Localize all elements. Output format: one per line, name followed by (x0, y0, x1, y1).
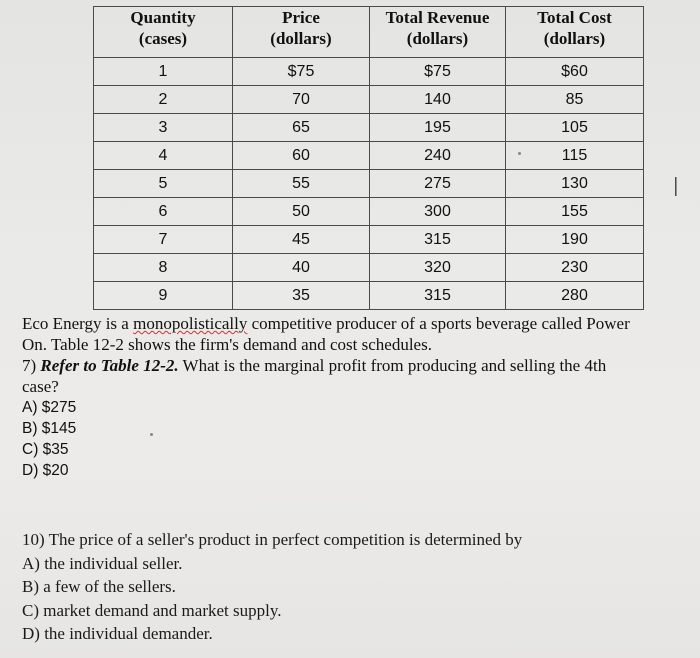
question-7-block (22, 313, 694, 481)
header-price: Price (dollars) (233, 7, 370, 58)
table-header-row (94, 7, 644, 58)
cell-revenue: 240 (370, 142, 506, 170)
table-reference: Refer to Table 12-2. (40, 356, 179, 375)
header-total-revenue: Total Revenue (dollars) (370, 7, 506, 58)
answer-option-d[interactable]: D) the individual demander. (22, 624, 213, 643)
cell-revenue: 195 (370, 114, 506, 142)
cell-cost: $60 (506, 58, 644, 86)
cell-quantity: 3 (94, 114, 233, 142)
question-7-line-2: case? (22, 377, 59, 396)
header-quantity: Quantity (cases) (94, 7, 233, 58)
cell-price: 45 (233, 226, 370, 254)
cell-price: 55 (233, 170, 370, 198)
cell-cost: 155 (506, 198, 644, 226)
cell-revenue: $75 (370, 58, 506, 86)
cell-cost: 230 (506, 254, 644, 282)
cell-quantity: 6 (94, 198, 233, 226)
cell-revenue: 320 (370, 254, 506, 282)
answer-option-b[interactable]: B) a few of the sellers. (22, 577, 176, 596)
table-row (94, 142, 644, 170)
question-10-text: 10) The price of a seller's product in perfect competition is determined by (22, 530, 523, 549)
table-row (94, 170, 644, 198)
cell-quantity: 8 (94, 254, 233, 282)
cell-cost: 85 (506, 86, 644, 114)
question-7-line-1: 7) Refer to Table 12-2. What is the marginal profit from producing and selling the 4th (22, 356, 607, 375)
table-row (94, 58, 644, 86)
answer-option-b[interactable]: B) $145 (22, 420, 77, 437)
cell-cost: 190 (506, 226, 644, 254)
cell-quantity: 1 (94, 58, 233, 86)
cell-price: 65 (233, 114, 370, 142)
cell-price: 35 (233, 282, 370, 310)
cell-price: $75 (233, 58, 370, 86)
answer-option-a[interactable]: A) the individual seller. (22, 553, 183, 573)
cell-quantity: 9 (94, 282, 233, 310)
screen-dust-mark (518, 152, 521, 155)
text-cursor-icon: I (672, 173, 680, 203)
table-row (94, 226, 644, 254)
cell-cost: 130 (506, 170, 644, 198)
cost-schedule-table (93, 6, 644, 310)
cell-price: 50 (233, 198, 370, 226)
answer-option-c[interactable]: C) $35 (22, 441, 69, 458)
cell-quantity: 2 (94, 86, 233, 114)
answer-option-c[interactable]: C) market demand and market supply. (22, 600, 282, 620)
cell-revenue: 300 (370, 198, 506, 226)
intro-line-1: Eco Energy is a monopolistically competitive producer of a sports beverage called Power (22, 314, 630, 333)
cell-revenue: 275 (370, 170, 506, 198)
question-10-block (22, 528, 682, 646)
table-row (94, 282, 644, 310)
cell-revenue: 140 (370, 86, 506, 114)
cell-cost: 115 (506, 142, 644, 170)
cell-quantity: 4 (94, 142, 233, 170)
cell-price: 60 (233, 142, 370, 170)
cell-quantity: 5 (94, 170, 233, 198)
spellcheck-word: monopolistically (133, 314, 248, 333)
answer-option-a[interactable]: A) $275 (22, 399, 77, 416)
cell-quantity: 7 (94, 226, 233, 254)
table-row (94, 86, 644, 114)
cell-revenue: 315 (370, 282, 506, 310)
intro-line-2: On. Table 12-2 shows the firm's demand and cost schedules. (22, 335, 432, 354)
table-row (94, 198, 644, 226)
cell-price: 40 (233, 254, 370, 282)
table-row (94, 114, 644, 142)
cell-cost: 105 (506, 114, 644, 142)
table-row (94, 254, 644, 282)
cell-revenue: 315 (370, 226, 506, 254)
answer-option-d[interactable]: D) $20 (22, 462, 69, 479)
header-total-cost: Total Cost (dollars) (506, 7, 644, 58)
cell-price: 70 (233, 86, 370, 114)
cell-cost: 280 (506, 282, 644, 310)
